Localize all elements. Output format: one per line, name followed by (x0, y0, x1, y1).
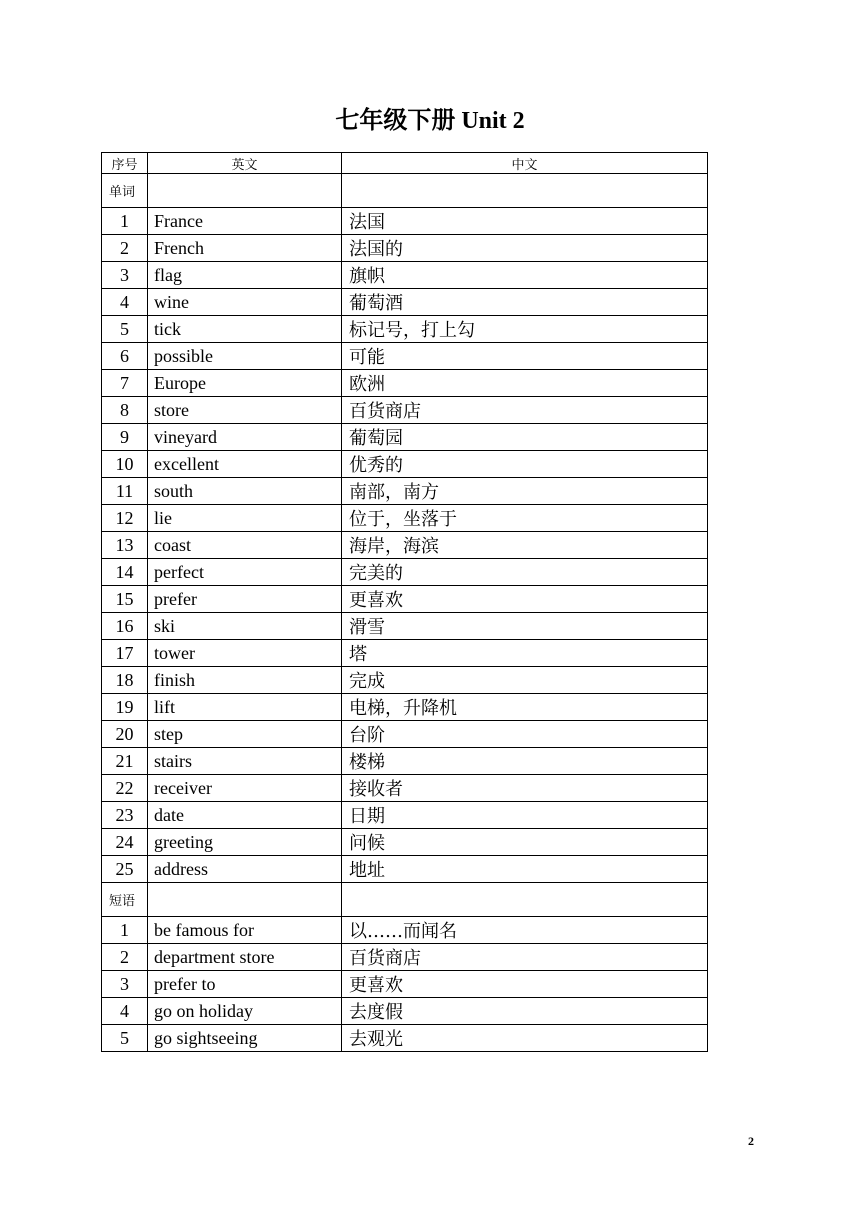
table-row (102, 451, 708, 478)
table-row (102, 721, 708, 748)
section-empty-cell (148, 174, 342, 208)
table-row (102, 1025, 708, 1052)
english-word: France (148, 208, 342, 235)
table-row (102, 505, 708, 532)
row-number: 7 (102, 370, 148, 397)
chinese-meaning: 去观光 (342, 1025, 708, 1052)
table-row (102, 235, 708, 262)
chinese-meaning: 完美的 (342, 559, 708, 586)
chinese-meaning: 百货商店 (342, 944, 708, 971)
row-number: 23 (102, 802, 148, 829)
table-row (102, 917, 708, 944)
english-word: prefer to (148, 971, 342, 998)
english-word: vineyard (148, 424, 342, 451)
row-number: 4 (102, 289, 148, 316)
english-word: finish (148, 667, 342, 694)
chinese-meaning: 日期 (342, 802, 708, 829)
chinese-meaning: 去度假 (342, 998, 708, 1025)
row-number: 12 (102, 505, 148, 532)
row-number: 2 (102, 944, 148, 971)
table-row (102, 343, 708, 370)
page-number: 2 (748, 1134, 754, 1148)
section-row (102, 883, 708, 917)
table-row (102, 478, 708, 505)
table-row (102, 667, 708, 694)
chinese-meaning: 优秀的 (342, 451, 708, 478)
row-number: 19 (102, 694, 148, 721)
english-word: coast (148, 532, 342, 559)
row-number: 6 (102, 343, 148, 370)
row-number: 22 (102, 775, 148, 802)
section-empty-cell (148, 883, 342, 917)
table-row (102, 829, 708, 856)
section-empty-cell (342, 174, 708, 208)
chinese-meaning: 楼梯 (342, 748, 708, 775)
section-label: 短语 (102, 883, 148, 917)
english-word: be famous for (148, 917, 342, 944)
chinese-meaning: 位于，坐落于 (342, 505, 708, 532)
table-row (102, 748, 708, 775)
table-row (102, 559, 708, 586)
chinese-meaning: 完成 (342, 667, 708, 694)
row-number: 3 (102, 262, 148, 289)
row-number: 24 (102, 829, 148, 856)
chinese-meaning: 台阶 (342, 721, 708, 748)
table-row (102, 775, 708, 802)
table-row (102, 944, 708, 971)
english-word: ski (148, 613, 342, 640)
chinese-meaning: 南部，南方 (342, 478, 708, 505)
row-number: 20 (102, 721, 148, 748)
chinese-meaning: 塔 (342, 640, 708, 667)
english-word: date (148, 802, 342, 829)
table-row (102, 998, 708, 1025)
row-number: 5 (102, 1025, 148, 1052)
english-word: stairs (148, 748, 342, 775)
english-word: excellent (148, 451, 342, 478)
english-word: go on holiday (148, 998, 342, 1025)
table-row (102, 370, 708, 397)
chinese-meaning: 问候 (342, 829, 708, 856)
table-row (102, 316, 708, 343)
header-english: 英文 (148, 153, 342, 174)
row-number: 13 (102, 532, 148, 559)
section-empty-cell (342, 883, 708, 917)
chinese-meaning: 滑雪 (342, 613, 708, 640)
english-word: address (148, 856, 342, 883)
row-number: 2 (102, 235, 148, 262)
row-number: 9 (102, 424, 148, 451)
english-word: lift (148, 694, 342, 721)
row-number: 18 (102, 667, 148, 694)
row-number: 8 (102, 397, 148, 424)
table-row (102, 802, 708, 829)
row-number: 5 (102, 316, 148, 343)
table-row (102, 694, 708, 721)
chinese-meaning: 葡萄酒 (342, 289, 708, 316)
row-number: 14 (102, 559, 148, 586)
document-title: 七年级下册 Unit 2 (335, 108, 525, 134)
table-row (102, 856, 708, 883)
english-word: prefer (148, 586, 342, 613)
chinese-meaning: 欧洲 (342, 370, 708, 397)
english-word: tick (148, 316, 342, 343)
english-word: department store (148, 944, 342, 971)
english-word: receiver (148, 775, 342, 802)
chinese-meaning: 百货商店 (342, 397, 708, 424)
chinese-meaning: 旗帜 (342, 262, 708, 289)
row-number: 3 (102, 971, 148, 998)
english-word: south (148, 478, 342, 505)
chinese-meaning: 法国的 (342, 235, 708, 262)
chinese-meaning: 可能 (342, 343, 708, 370)
chinese-meaning: 更喜欢 (342, 971, 708, 998)
row-number: 16 (102, 613, 148, 640)
chinese-meaning: 更喜欢 (342, 586, 708, 613)
row-number: 1 (102, 917, 148, 944)
english-word: store (148, 397, 342, 424)
table-row (102, 971, 708, 998)
chinese-meaning: 电梯，升降机 (342, 694, 708, 721)
row-number: 11 (102, 478, 148, 505)
table-row (102, 289, 708, 316)
header-chinese: 中文 (342, 153, 708, 174)
english-word: French (148, 235, 342, 262)
table-row (102, 397, 708, 424)
row-number: 21 (102, 748, 148, 775)
chinese-meaning: 海岸，海滨 (342, 532, 708, 559)
english-word: greeting (148, 829, 342, 856)
table-row (102, 262, 708, 289)
vocabulary-table (101, 152, 708, 1052)
english-word: go sightseeing (148, 1025, 342, 1052)
section-row (102, 174, 708, 208)
chinese-meaning: 标记号，打上勾 (342, 316, 708, 343)
table-row (102, 640, 708, 667)
row-number: 17 (102, 640, 148, 667)
table-row (102, 613, 708, 640)
row-number: 25 (102, 856, 148, 883)
english-word: Europe (148, 370, 342, 397)
table-row (102, 586, 708, 613)
row-number: 10 (102, 451, 148, 478)
row-number: 4 (102, 998, 148, 1025)
english-word: step (148, 721, 342, 748)
table-row (102, 532, 708, 559)
chinese-meaning: 以……而闻名 (342, 917, 708, 944)
table-row (102, 208, 708, 235)
english-word: wine (148, 289, 342, 316)
table-row (102, 424, 708, 451)
english-word: tower (148, 640, 342, 667)
english-word: lie (148, 505, 342, 532)
chinese-meaning: 地址 (342, 856, 708, 883)
table-header-row (102, 153, 708, 174)
section-label: 单词 (102, 174, 148, 208)
english-word: perfect (148, 559, 342, 586)
row-number: 15 (102, 586, 148, 613)
english-word: possible (148, 343, 342, 370)
row-number: 1 (102, 208, 148, 235)
chinese-meaning: 葡萄园 (342, 424, 708, 451)
english-word: flag (148, 262, 342, 289)
chinese-meaning: 接收者 (342, 775, 708, 802)
chinese-meaning: 法国 (342, 208, 708, 235)
header-number: 序号 (102, 153, 148, 174)
